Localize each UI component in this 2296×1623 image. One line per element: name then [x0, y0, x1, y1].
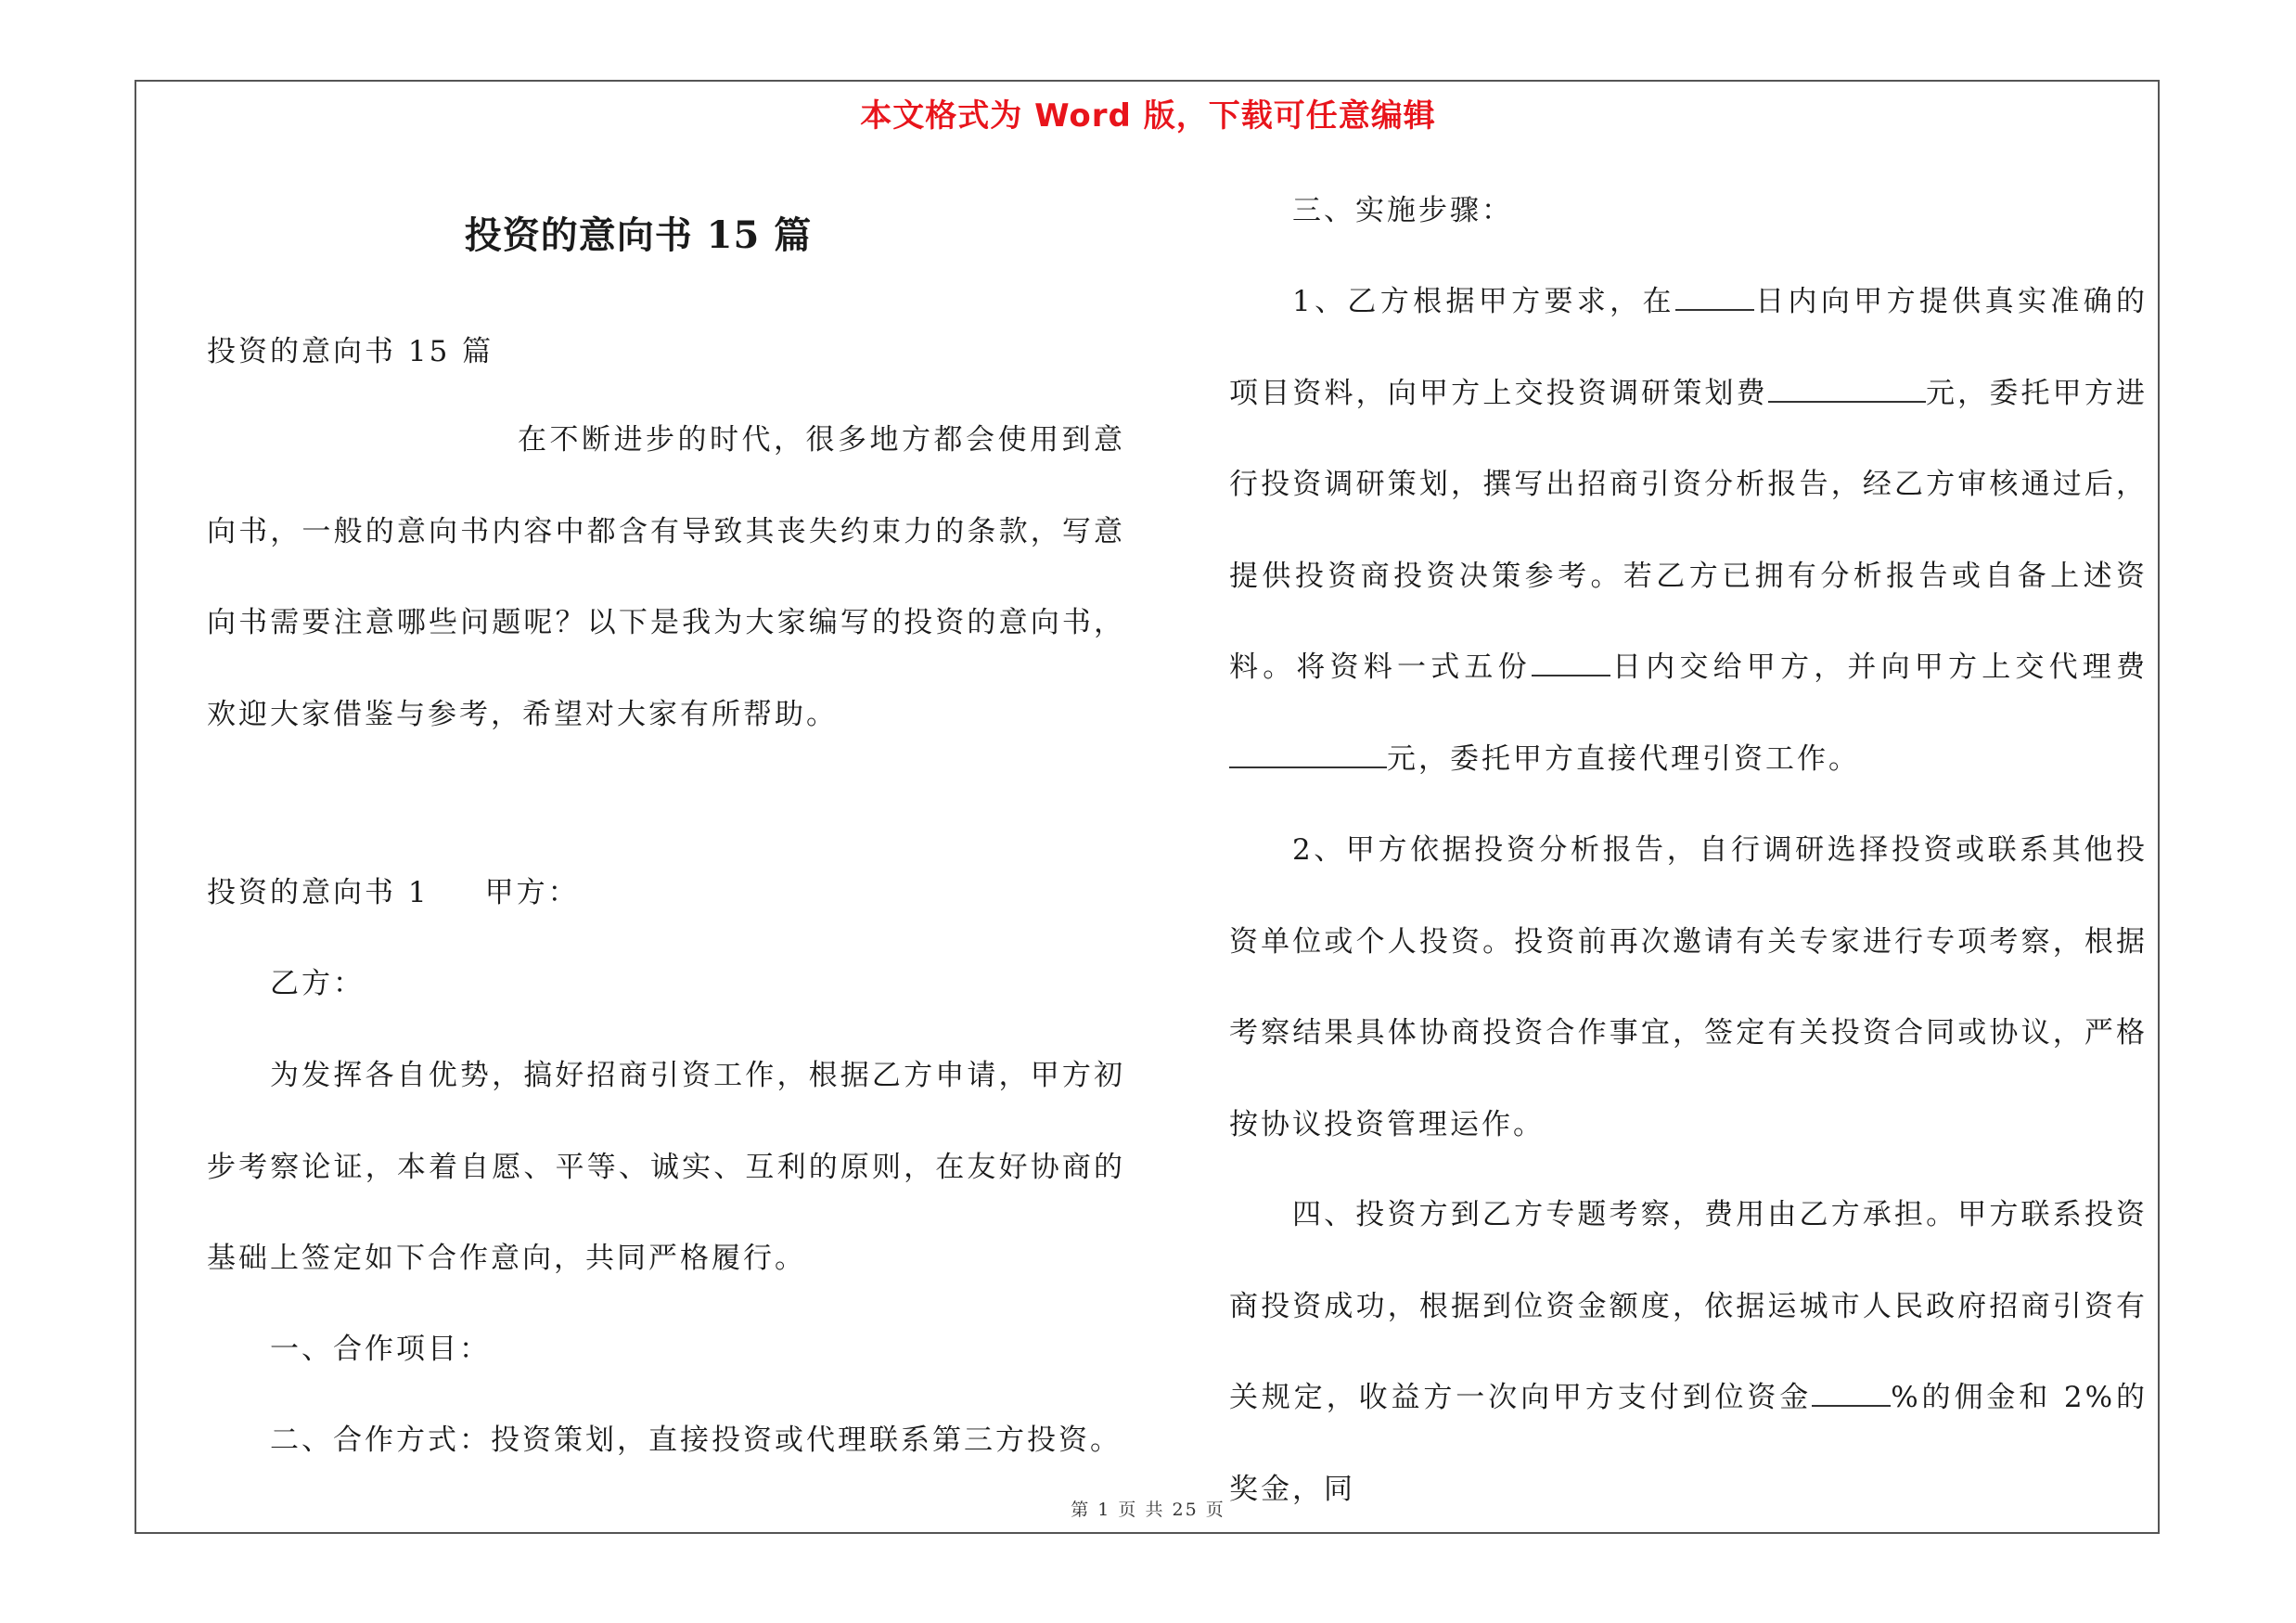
page-number: 第 1 页 共 25 页: [1071, 1500, 1225, 1520]
party-b-label: 乙方：: [270, 967, 365, 1000]
blank-days: [1675, 285, 1754, 311]
blank-days-2: [1532, 650, 1610, 676]
item-3-implementation-steps: 三、实施步骤：: [1292, 194, 1513, 227]
purpose-paragraph: 为发挥各自优势，搞好招商引资工作，根据乙方申请，甲方初步考察论证，本着自愿、平等、诚实、互利的原则，在友好协商的基础上签定如下合作意向，共同严格履行。: [207, 1059, 1125, 1275]
party-a-label: 甲方：: [484, 876, 580, 909]
item-1-cooperation-project: 一、合作项目：: [270, 1333, 491, 1366]
item-4-paragraph: 四、投资方到乙方专题考察，费用由乙方承担。甲方联系投资商投资成功，根据到位资金额度，依据运城市人民政府招商引资有关规定，收益方一次向甲方支付到位资金 %的佣金和 2%的奖金，同: [1229, 1198, 2148, 1506]
step-2-paragraph: 2、甲方依据投资分析报告，自行调研选择投资或联系其他投资单位或个人投资。投资前再次邀请有关专家进行专项考察，根据考察结果具体协商投资合作事宜，签定有关投资合同或协议，严格按协议投资管理运作。: [1229, 833, 2148, 1141]
blank-percent: [1812, 1381, 1891, 1407]
editable-banner: 本文格式为 Word 版，下载可任意编辑: [860, 97, 1436, 135]
document-title: 投资的意向书 15 篇: [464, 213, 813, 257]
intro-paragraph: 在不断进步的时代，很多地方都会使用到意向书，一般的意向书内容中都含有导致其丧失约束力的条款，写意向书需要注意哪些问题呢？以下是我为大家编写的投资的意向书，欢迎大家借鉴与参考，希望对大家有所帮助。: [207, 423, 1125, 731]
subtitle: 投资的意向书 15 篇: [207, 335, 494, 368]
section-1-heading: [207, 847, 1125, 939]
step-1-paragraph: 1、乙方根据甲方要求，在 日内向甲方提供真实准确的项目资料，向甲方上交投资调研策划费 元，委托甲方进行投资调研策划，撰写出招商引资分析报告，经乙方审核通过后，提供投资商投资决策参考。若乙方已拥有分析报告或自备上述资料。将资料一式五份 日内交给甲方，并向甲方上交代理费元，委托甲方直接代理引资工作。: [1229, 285, 2148, 776]
item-2-cooperation-method: 二、合作方式：投资策划，直接投资或代理联系第三方投资。: [270, 1423, 1122, 1457]
blank-agency-fee: [1229, 742, 1387, 768]
blank-fee: [1768, 377, 1926, 403]
section-label: 投资的意向书 1: [207, 876, 430, 909]
